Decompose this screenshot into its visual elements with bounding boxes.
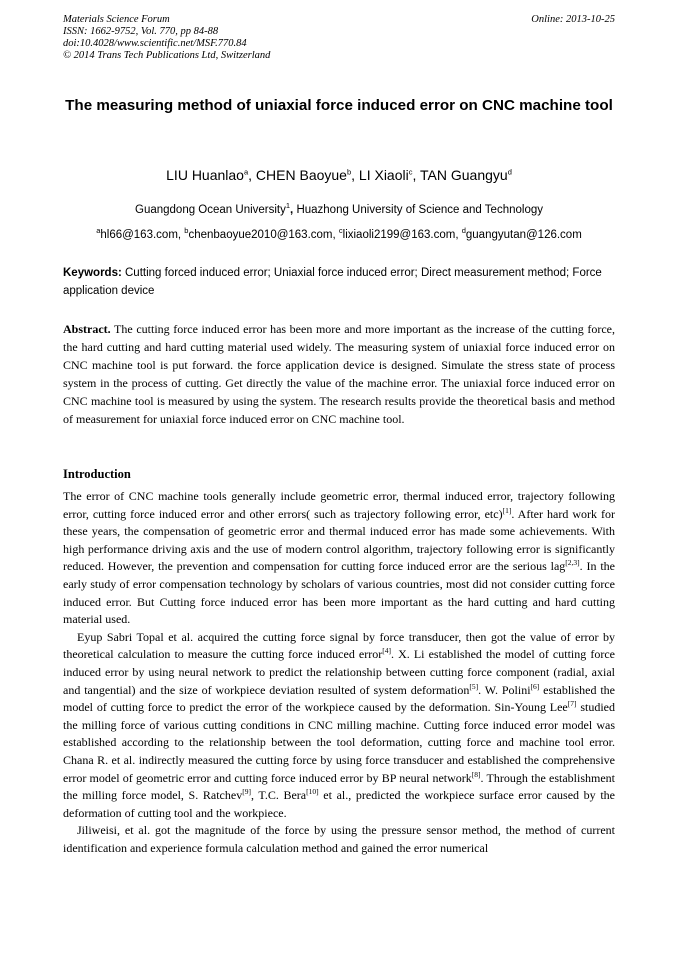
affiliation-first: Guangdong Ocean University <box>135 204 286 216</box>
doi-line: doi:10.4028/www.scientific.net/MSF.770.84 <box>63 38 247 49</box>
paragraph: Jiliweisi, et al. got the magnitude of the force by using the pressure sensor method, the method of current identification and experience formula calculation method and gained the error numerical <box>63 823 615 855</box>
citation-ref: [7] <box>567 699 577 709</box>
email-address: guangyutan@126.com <box>465 229 582 241</box>
keywords-block <box>63 264 615 300</box>
section-heading-introduction: Introduction <box>63 467 131 481</box>
email-address: chenbaoyue2010@163.com <box>188 229 333 241</box>
journal-name: Materials Science Forum <box>63 14 170 25</box>
author-mark: c <box>408 167 413 177</box>
citation-ref: [1] <box>502 505 512 515</box>
author-name: CHEN Baoyue <box>255 167 347 183</box>
introduction-body <box>63 488 615 857</box>
affiliation-line: Guangdong Ocean University$^1$, Huazhong University of Science and Technology <box>135 201 543 216</box>
citation-ref: [9] <box>242 787 251 797</box>
email-address: hl66@163.com <box>100 229 178 241</box>
online-date: Online: 2013-10-25 <box>531 14 615 25</box>
citation-ref: [4] <box>382 646 391 656</box>
copyright-line: © 2014 Trans Tech Publications Ltd, Switzerland <box>63 50 271 61</box>
email-address: lixiaoli2199@163.com <box>342 229 456 241</box>
author-name: LIU Huanlao <box>166 167 244 183</box>
citation-ref: [10] <box>306 787 319 797</box>
email-line: $^a$hl66@163.com, $^b$chenbaoyue2010@163.com, $^c$lixiaoli2199@163.com, $^d$guangyutan@126.com <box>96 226 582 241</box>
author-name: LI Xiaoli <box>358 167 409 183</box>
affiliation-second: Huazhong University of Science and Technology <box>296 204 543 216</box>
paper-title: The measuring method of uniaxial force induced error on CNC machine tool <box>65 97 613 114</box>
citation-ref: [5] <box>469 681 479 691</box>
citation-ref: [6] <box>530 681 540 691</box>
paragraph: The error of CNC machine tools generally include geometric error, thermal induced error, trajectory following error, cutting force induced error and other errors( such as trajectory following error, etc)[1]. After hard work for these years, the compensation of geometric error and thermal induced error has made some achievements. With high performance driving axis and the use of modern control algorithm, trajectory following error is significantly reduced. However, the prevention and compensation for cutting force induced error are the serious lag[2,3]. In the early study of error compensation technology by scholars of various countries, most did not consider cutting force induced error. But Cutting force induced error has been more important as the hard cutting and hard cutting material used. <box>63 489 615 627</box>
author-list: LIU Huanlao$^a$, CHEN Baoyue$^b$, LI Xiaoli$^c$, TAN Guangyu$^d$ <box>166 167 512 183</box>
citation-ref: [8] <box>471 769 481 779</box>
keywords-label: Keywords: <box>63 267 122 279</box>
author-name: TAN Guangyu <box>420 167 508 183</box>
author-mark: a <box>243 167 249 177</box>
keywords-text: Cutting forced induced error; Uniaxial force induced error; Direct measurement method; Force application device <box>63 267 602 297</box>
abstract-label: Abstract. <box>63 322 111 336</box>
abstract-block <box>63 320 615 428</box>
author-mark: d <box>507 167 512 177</box>
paragraph: Eyup Sabri Topal et al. acquired the cutting force signal by force transducer, then got the value of error by theoretical calculation to measure the cutting force induced error[4]. X. Li established the model of cutting force induced error by using neural network to predict the relationship between cutting force component (radial, axial and tangential) and the size of workpiece deviation resulted of system deformation[5]. W. Polini[6] established the model of cutting force to predict the error of the workpiece caused by the deformation. Sin-Young Lee[7] studied the milling force of various cutting conditions in CNC milling machine. Cutting force induced error model was established according to the relationship between the tool deformation, cutting force and machine tool error. Chana R. et al. indirectly measured the cutting force by using force transducer and established the comprehensive error model of geometric error and cutting force induced error by BP neural network[8]. Through the establishment the milling force model, S. Ratchev[9], T.C. Bera[10] et al., predicted the workpiece surface error caused by the deformation of cutting tool and the workpiece. <box>63 629 616 820</box>
running-header <box>63 14 615 62</box>
issn-volume: ISSN: 1662-9752, Vol. 770, pp 84-88 <box>63 26 219 37</box>
affiliation-mark: 1 <box>285 201 291 211</box>
citation-ref: [2,3] <box>565 558 580 568</box>
author-mark: b <box>346 167 352 177</box>
abstract-text: The cutting force induced error has been more and more important as the increase of the cutting force, the hard cutting and hard cutting material used widely. The measuring system of uniaxial force induced error on CNC machine tool is put forward. the force application device is designed. Simulate the stress state of process system in the process of cutting. Get directly the value of the machine error. The uniaxial force induced error on CNC machine tool is measured by using the system. The research results provide the theoretical basis and method of measurement for uniaxial force induced error on CNC machine tool. <box>63 322 615 426</box>
